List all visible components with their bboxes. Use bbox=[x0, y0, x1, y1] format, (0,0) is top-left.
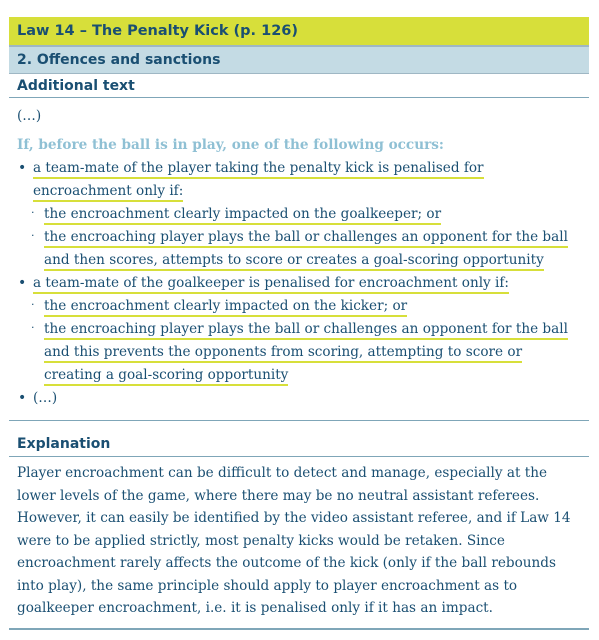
explanation-line: into play), the same principle should apply to player encroachment as to bbox=[17, 577, 518, 594]
additional-text-heading: Additional text bbox=[9, 74, 589, 98]
explanation-heading: Explanation bbox=[17, 436, 111, 452]
law-title: Law 14 – The Penalty Kick (p. 126) bbox=[9, 17, 589, 47]
bullet-2: • bbox=[18, 275, 27, 291]
explanation-line: lower levels of the game, where there may be no neutral assistant referees. bbox=[17, 487, 540, 504]
sub-bullet-1a: · bbox=[31, 206, 35, 219]
list-item-2-line-1: a team-mate of the goalkeeper is penalised for encroachment only if: bbox=[33, 273, 509, 293]
bullet-3: • bbox=[18, 390, 27, 406]
sub-item-1b-line-1: the encroaching player plays the ball or challenges an opponent for the ball bbox=[44, 227, 568, 247]
bullet-1: • bbox=[18, 160, 27, 176]
explanation-line: were to be applied strictly, most penalty kicks would be retaken. Since bbox=[17, 532, 505, 549]
explanation-line: However, it can easily be identified by the video assistant referee, and if Law 14 bbox=[17, 510, 571, 526]
sub-bullet-2a: · bbox=[31, 298, 35, 311]
ellipsis-bottom: (…) bbox=[33, 390, 58, 406]
explanation-line: goalkeeper encroachment, i.e. it is penalised only if it has an impact. bbox=[17, 600, 493, 616]
sub-item-2b-line-3: creating a goal-scoring opportunity bbox=[44, 365, 288, 385]
explanation-text bbox=[17, 462, 587, 620]
sub-item-1b-line-2: and then scores, attempts to score or creates a goal-scoring opportunity bbox=[44, 250, 544, 270]
list-item-1-line-2: encroachment only if: bbox=[33, 181, 183, 201]
explanation-divider bbox=[9, 456, 589, 457]
divider bbox=[9, 420, 589, 421]
explanation-line: Player encroachment can be difficult to detect and manage, especially at the bbox=[17, 465, 548, 481]
sub-item-1a: the encroachment clearly impacted on the goalkeeper; or bbox=[44, 204, 441, 224]
sub-item-2a: the encroachment clearly impacted on the kicker; or bbox=[44, 296, 407, 316]
sub-bullet-2b: · bbox=[31, 321, 35, 334]
section-title: 2. Offences and sanctions bbox=[9, 47, 589, 74]
sub-item-2b-line-1: the encroaching player plays the ball or challenges an opponent for the ball bbox=[44, 319, 568, 339]
list-item-1-line-1: a team-mate of the player taking the penalty kick is penalised for bbox=[33, 158, 484, 178]
ellipsis-top: (…) bbox=[17, 108, 42, 124]
explanation-line: encroachment rarely affects the outcome of the kick (only if the ball rebounds bbox=[17, 555, 556, 571]
sub-item-2b-line-2: and this prevents the opponents from scoring, attempting to score or bbox=[44, 342, 522, 362]
bottom-rule bbox=[9, 628, 589, 630]
sub-bullet-1b: · bbox=[31, 229, 35, 242]
additional-text-body bbox=[9, 0, 589, 640]
intro-text: If, before the ball is in play, one of the following occurs: bbox=[17, 137, 444, 153]
